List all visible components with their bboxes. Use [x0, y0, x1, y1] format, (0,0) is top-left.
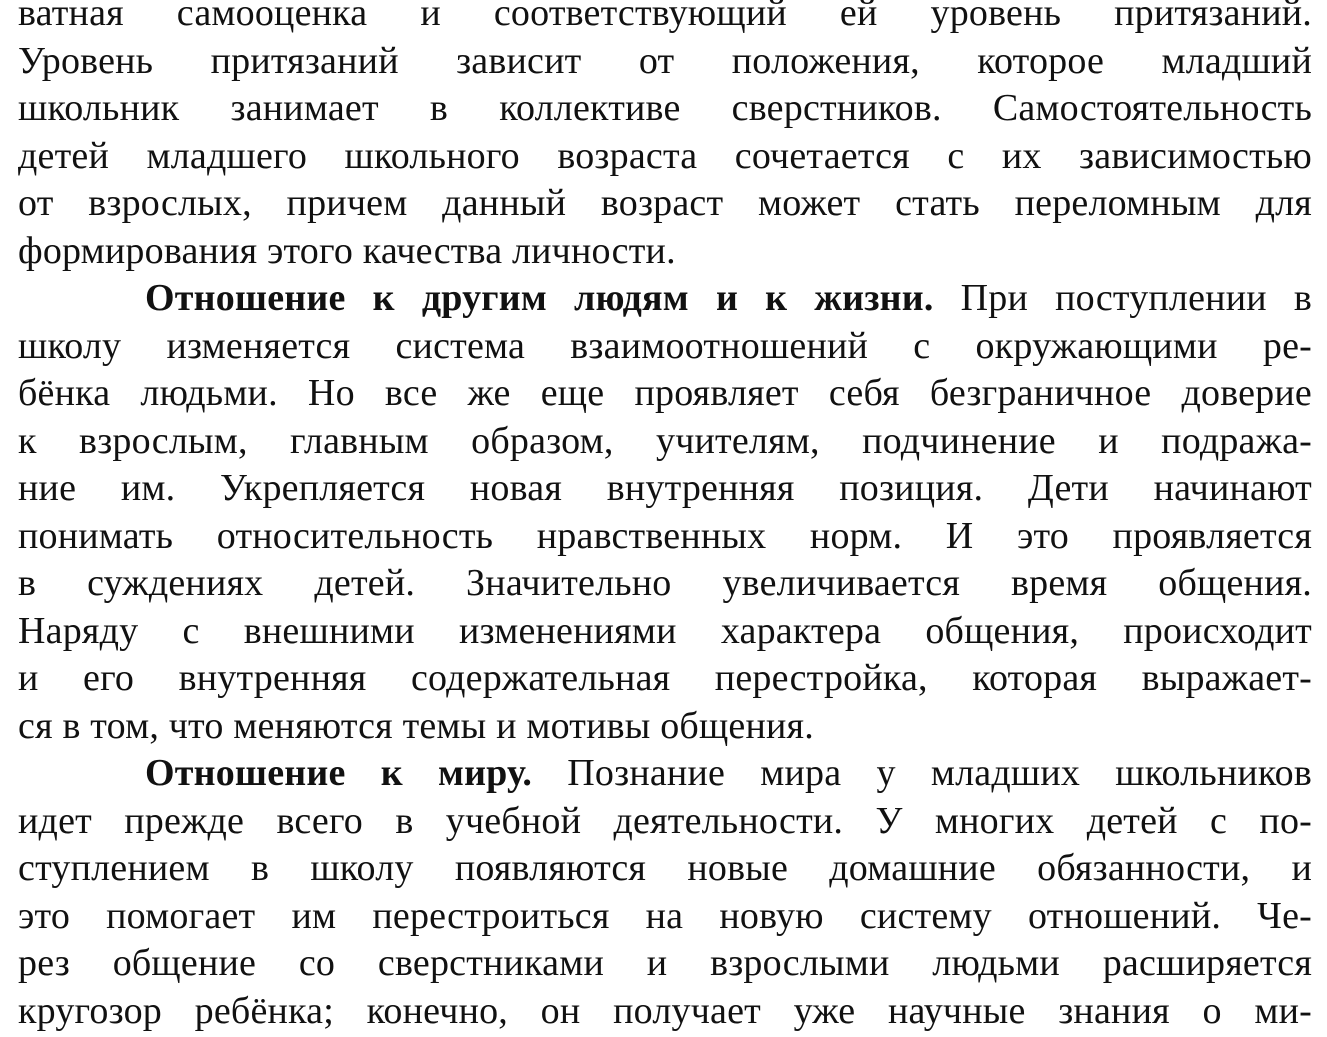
text-line: рез общение со сверстниками и взрослыми людьми расширяется — [18, 942, 1312, 984]
text-line: от взрослых, причем данный возраст может стать переломным для — [18, 182, 1312, 224]
text-line: Отношение к другим людям и к жизни. При поступлении в — [145, 277, 1313, 319]
section-heading: Отношение к миру. — [145, 752, 533, 794]
text-line: ступлением в школу появляются новые домашние обязанности, и — [18, 847, 1312, 889]
text-line: Уровень притязаний зависит от положения, которое младший — [18, 39, 1312, 82]
text-line: ние им. Укрепляется новая внутренняя позиция. Дети начинают — [18, 467, 1312, 509]
text-line: школу изменяется система взаимоотношений с окружающими ре- — [18, 324, 1312, 367]
text-line: Наряду с внешними изменениями характера общения, происходит — [18, 609, 1312, 652]
paragraph-self-esteem — [18, 0, 1312, 275]
text-line: ся в том, что меняются темы и мотивы общения. — [18, 704, 814, 747]
text-line: кругозор ребёнка; конечно, он получает уже научные знания о ми- — [18, 989, 1312, 1032]
text-line: идет прежде всего в учебной деятельности. У многих детей с по- — [18, 799, 1312, 842]
text-line: понимать относительность нравственных норм. И это проявляется — [18, 514, 1312, 557]
section-heading: Отношение к другим людям и к жизни. — [145, 277, 934, 319]
text-line: бёнка людьми. Но все же еще проявляет себя безграничное доверие — [18, 372, 1312, 414]
text-line: формирования этого качества личности. — [18, 229, 676, 272]
page-text — [18, 0, 1312, 1037]
text-line: ватная самооценка и соответствующий ей уровень притязаний. — [18, 0, 1312, 34]
text-line: в суждениях детей. Значительно увеличивается время общения. — [18, 562, 1312, 604]
text-line: детей младшего школьного возраста сочетается с их зависимостью — [18, 134, 1312, 177]
text-line: и его внутренняя содержательная перестройка, которая выражает- — [18, 657, 1312, 699]
text-line: к взрослым, главным образом, учителям, подчинение и подража- — [18, 419, 1312, 462]
text-line: это помогает им перестроиться на новую систему отношений. Че- — [18, 894, 1312, 937]
paragraph-relation-to-world — [18, 750, 1312, 1035]
text-line: школьник занимает в коллективе сверстников. Самостоятельность — [18, 87, 1312, 129]
text-line: Отношение к миру. Познание мира у младших школьников — [145, 752, 1312, 794]
paragraph-relation-to-people — [18, 275, 1312, 750]
